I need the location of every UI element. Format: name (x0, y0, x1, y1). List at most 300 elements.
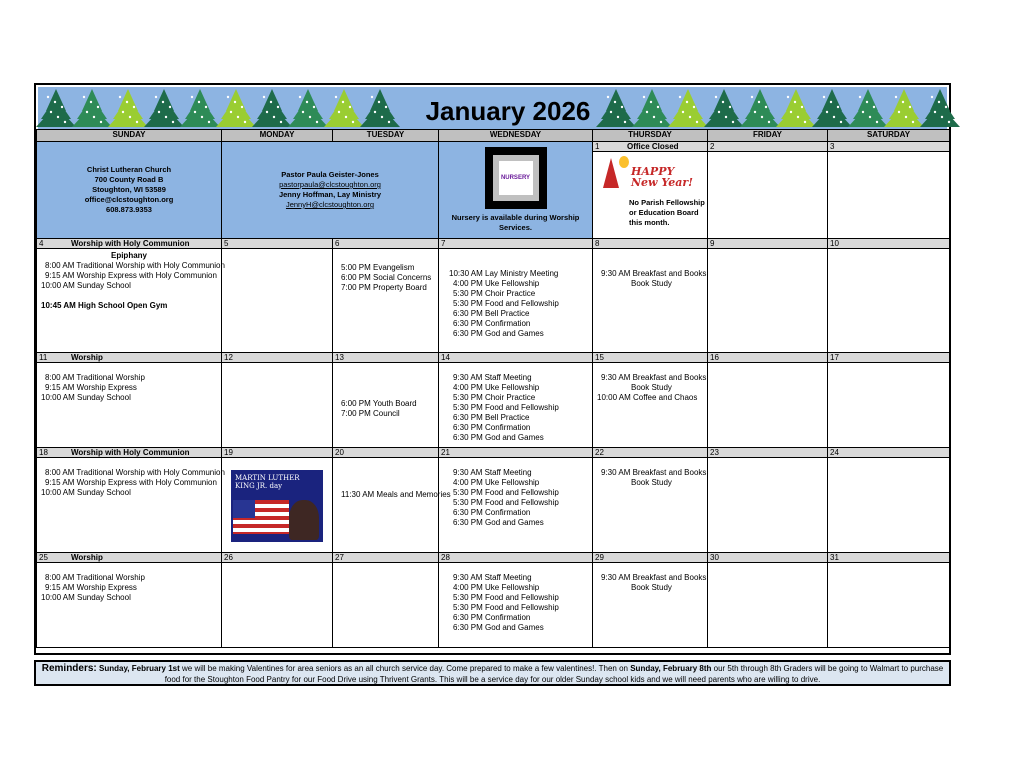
event-item: 6:30 PM Bell Practice (453, 413, 530, 422)
day-label: Worship (71, 553, 103, 562)
saturday-events (828, 363, 950, 448)
event-item: 5:30 PM Choir Practice (453, 289, 536, 298)
reminder-date-1: Sunday, February 1st (99, 664, 180, 673)
party-hat-icon (603, 158, 619, 188)
snow-dot (122, 111, 124, 113)
events-row (37, 458, 950, 553)
friday-events (708, 249, 828, 353)
day-number: 3 (830, 142, 835, 151)
day-number: 15 (595, 353, 604, 362)
snow-dot (50, 111, 52, 113)
snow-dot (208, 121, 210, 123)
snow-dot (100, 121, 102, 123)
event-item: 5:30 PM Food and Fellowship (453, 403, 559, 412)
snow-dot (909, 106, 911, 108)
tree-shape (288, 105, 328, 127)
event-item: 5:30 PM Food and Fellowship (453, 488, 559, 497)
snow-dot (316, 121, 318, 123)
snow-dot (57, 116, 59, 118)
event-item: 5:30 PM Food and Fellowship (453, 593, 559, 602)
day-cell-3 (828, 142, 950, 239)
snow-dot (718, 111, 720, 113)
event-item: 4:00 PM Uke Fellowship (453, 583, 540, 592)
event-item: 4:00 PM Uke Fellowship (453, 279, 540, 288)
weekday-header-row (37, 130, 950, 142)
snow-dot (768, 121, 770, 123)
day-number: 21 (441, 448, 450, 457)
event-item: 5:30 PM Food and Fellowship (453, 603, 559, 612)
snow-dot (234, 101, 236, 103)
day-number: 8 (595, 239, 600, 248)
date-header-17 (828, 353, 950, 363)
snow-dot (653, 116, 655, 118)
event-item: 5:30 PM Choir Practice (453, 393, 536, 402)
snow-dot (715, 96, 717, 98)
day-1-note: No Parish Fellowship or Education Board this month. (629, 198, 705, 227)
tree-shape (108, 105, 148, 127)
pine-trees-right-icon (598, 87, 948, 129)
date-header-8 (593, 239, 708, 249)
reminder-date-2: Sunday, February 8th (630, 664, 712, 673)
day-number: 30 (710, 553, 719, 562)
snow-dot (693, 106, 695, 108)
day-number: 31 (830, 553, 839, 562)
snow-dot (263, 96, 265, 98)
snow-dot (198, 101, 200, 103)
event-item: 5:30 PM Food and Fellowship (453, 299, 559, 308)
snow-dot (617, 116, 619, 118)
balloon-icon (619, 156, 629, 168)
event-item: 9:30 AM Staff Meeting (453, 573, 532, 582)
events-row (37, 563, 950, 648)
day-number: 6 (335, 239, 340, 248)
tree-shape (740, 105, 780, 127)
day-number: 7 (441, 239, 446, 248)
tree-shape (632, 105, 672, 127)
wednesday-events (439, 363, 593, 448)
snow-dot (912, 121, 914, 123)
church-email[interactable]: office@clcstoughton.org (84, 195, 174, 204)
tuesday-events (333, 249, 439, 353)
tree-shape (360, 105, 400, 127)
lay-ministry: Jenny Hoffman, Lay Ministry (278, 190, 382, 199)
date-header-26 (222, 553, 333, 563)
date-row (37, 553, 950, 563)
tree-shape (324, 105, 364, 127)
portrait-icon (289, 500, 319, 540)
flag-icon (233, 500, 289, 534)
event-item: Book Study (631, 478, 672, 487)
tree-shape (180, 105, 220, 127)
snow-dot (313, 106, 315, 108)
snow-dot (201, 116, 203, 118)
nursery-note: Nursery is available during Worship Services. (451, 213, 580, 232)
event-item: 6:30 PM Confirmation (453, 423, 531, 432)
snow-dot (129, 116, 131, 118)
event-item: 9:15 AM Worship Express with Holy Communion (45, 271, 217, 280)
sunday-events (37, 249, 225, 353)
snow-dot (227, 96, 229, 98)
snow-dot (801, 106, 803, 108)
nursery-info (439, 142, 593, 239)
event-item: 10:30 AM Lay Ministry Meeting (449, 269, 559, 278)
pastor-email[interactable]: pastorpaula@clcstoughton.org (279, 180, 381, 189)
day-number: 28 (441, 553, 450, 562)
day-number: 19 (224, 448, 233, 457)
snow-dot (97, 106, 99, 108)
event-item: 8:00 AM Traditional Worship (45, 373, 145, 382)
church-name: Christ Lutheran Church (86, 165, 172, 174)
day-number: 13 (335, 353, 344, 362)
snow-dot (54, 101, 56, 103)
reminders-label: Reminders: (41, 663, 97, 674)
snow-dot (299, 96, 301, 98)
event-item: 10:45 AM High School Open Gym (41, 301, 168, 310)
snow-dot (754, 111, 756, 113)
event-item: 5:00 PM Evangelism (341, 263, 415, 272)
event-item: 6:30 PM God and Games (453, 433, 544, 442)
date-header-7 (439, 239, 593, 249)
snow-dot (158, 111, 160, 113)
snow-dot (244, 121, 246, 123)
snow-dot (230, 111, 232, 113)
snow-dot (133, 106, 135, 108)
snow-dot (614, 101, 616, 103)
event-item: 9:30 AM Breakfast and Books (601, 269, 707, 278)
church-phone: 608.873.9353 (106, 205, 152, 214)
snow-dot (948, 121, 950, 123)
snow-dot (902, 101, 904, 103)
snow-dot (374, 111, 376, 113)
snow-dot (657, 106, 659, 108)
snow-dot (866, 101, 868, 103)
date-header-27 (333, 553, 439, 563)
date-header-25 (37, 553, 222, 563)
date-header-5 (222, 239, 333, 249)
weekday-thursday: THURSDAY (593, 130, 708, 142)
snow-dot (126, 101, 128, 103)
saturday-events (828, 563, 950, 648)
day-number: 11 (39, 353, 48, 362)
day-number: 16 (710, 353, 719, 362)
snow-dot (90, 101, 92, 103)
event-item: 10:00 AM Sunday School (41, 488, 131, 497)
snow-dot (241, 106, 243, 108)
event-item: 10:00 AM Coffee and Chaos (597, 393, 698, 402)
day-label: Worship with Holy Communion (71, 239, 190, 248)
day-number: 26 (224, 553, 233, 562)
snow-dot (266, 111, 268, 113)
event-item: 6:30 PM God and Games (453, 623, 544, 632)
snow-dot (172, 121, 174, 123)
event-item: 9:30 AM Staff Meeting (453, 373, 532, 382)
snow-dot (696, 121, 698, 123)
snow-dot (895, 96, 897, 98)
date-header-24 (828, 448, 950, 458)
snow-dot (934, 111, 936, 113)
snow-dot (790, 111, 792, 113)
snow-dot (643, 96, 645, 98)
snow-dot (280, 121, 282, 123)
event-item: 10:00 AM Sunday School (41, 281, 131, 290)
snow-dot (349, 106, 351, 108)
event-item: 6:00 PM Social Concerns (341, 273, 432, 282)
tree-shape (704, 105, 744, 127)
snow-dot (205, 106, 207, 108)
info-row (37, 142, 950, 239)
event-item: 9:15 AM Worship Express (45, 383, 137, 392)
pine-trees-left-icon (38, 87, 398, 129)
event-item: 6:30 PM God and Games (453, 329, 544, 338)
snow-dot (610, 111, 612, 113)
calendar (34, 83, 951, 655)
snow-dot (621, 106, 623, 108)
date-header-15 (593, 353, 708, 363)
snow-dot (660, 121, 662, 123)
day-number: 14 (441, 353, 450, 362)
sunday-events (37, 458, 225, 553)
monday-events (222, 363, 333, 448)
snow-dot (765, 106, 767, 108)
reminders-box (34, 660, 951, 686)
snow-dot (722, 101, 724, 103)
date-header-4 (37, 239, 222, 249)
snow-dot (646, 111, 648, 113)
snow-dot (751, 96, 753, 98)
nursery-sign-icon: NURSERY (499, 161, 533, 195)
snow-dot (191, 96, 193, 98)
tree-shape (36, 105, 76, 127)
snow-dot (93, 116, 95, 118)
calendar-grid (36, 129, 950, 648)
snow-dot (689, 116, 691, 118)
snow-dot (941, 116, 943, 118)
event-item: 8:00 AM Traditional Worship with Holy Communion (45, 261, 225, 270)
snow-dot (381, 116, 383, 118)
snow-dot (761, 116, 763, 118)
event-item: 9:30 AM Breakfast and Books (601, 373, 707, 382)
snow-dot (83, 96, 85, 98)
sunday-events (37, 363, 222, 448)
day-number: 10 (830, 239, 839, 248)
day-number: 12 (224, 353, 233, 362)
day-number: 17 (830, 353, 839, 362)
snow-dot (306, 101, 308, 103)
event-item: 9:15 AM Worship Express with Holy Communion (45, 478, 217, 487)
event-item: 4:00 PM Uke Fellowship (453, 478, 540, 487)
date-header-16 (708, 353, 828, 363)
snow-dot (136, 121, 138, 123)
date-header-18 (37, 448, 222, 458)
date-header-19 (222, 448, 333, 458)
snow-dot (624, 121, 626, 123)
event-item: 9:15 AM Worship Express (45, 583, 137, 592)
snow-dot (873, 106, 875, 108)
snow-dot (905, 116, 907, 118)
date-header-14 (439, 353, 593, 363)
snow-dot (725, 116, 727, 118)
snow-dot (155, 96, 157, 98)
snow-dot (787, 96, 789, 98)
event-item: 7:00 PM Council (341, 409, 400, 418)
event-item: 8:00 AM Traditional Worship (45, 573, 145, 582)
snow-dot (862, 111, 864, 113)
snow-dot (732, 121, 734, 123)
event-item: 9:30 AM Breakfast and Books (601, 468, 707, 477)
tree-shape (848, 105, 888, 127)
snow-dot (194, 111, 196, 113)
snow-dot (931, 96, 933, 98)
thursday-events (593, 249, 708, 353)
snow-dot (169, 106, 171, 108)
day-number: 4 (39, 239, 44, 248)
new-year-image (593, 152, 707, 198)
thursday-events (593, 563, 708, 648)
snow-dot (371, 96, 373, 98)
day-number: 27 (335, 553, 344, 562)
pastor-name: Pastor Paula Geister-Jones (281, 170, 379, 179)
date-header-10 (828, 239, 950, 249)
day-number: 5 (224, 239, 229, 248)
tree-shape (252, 105, 292, 127)
date-header-23 (708, 448, 828, 458)
snow-dot (859, 96, 861, 98)
day-number: 25 (39, 553, 48, 562)
snow-dot (823, 96, 825, 98)
day-number: 24 (830, 448, 839, 457)
church-address: 700 County Road B (94, 175, 164, 184)
saturday-events (828, 458, 950, 553)
weekday-wednesday: WEDNESDAY (439, 130, 593, 142)
day-cell-2 (708, 142, 828, 239)
weekday-saturday: SATURDAY (828, 130, 950, 142)
snow-dot (686, 101, 688, 103)
day-number: 29 (595, 553, 604, 562)
event-item: 6:30 PM God and Games (453, 518, 544, 527)
event-item: 8:00 AM Traditional Worship with Holy Communion (45, 468, 225, 477)
snow-dot (385, 106, 387, 108)
date-header-28 (439, 553, 593, 563)
weekday-tuesday: TUESDAY (333, 130, 439, 142)
snow-dot (840, 121, 842, 123)
friday-events (708, 563, 828, 648)
snow-dot (162, 101, 164, 103)
monday-events (222, 249, 333, 353)
date-row (37, 239, 950, 249)
snow-dot (378, 101, 380, 103)
date-header-21 (439, 448, 593, 458)
event-item: 4:00 PM Uke Fellowship (453, 383, 540, 392)
snow-dot (86, 111, 88, 113)
saturday-events (828, 249, 950, 353)
event-item: 10:00 AM Sunday School (41, 593, 131, 602)
date-row (37, 448, 950, 458)
event-item: 11:30 AM Meals and Memories (341, 490, 451, 499)
snow-dot (758, 101, 760, 103)
snow-dot (804, 121, 806, 123)
snow-dot (650, 101, 652, 103)
reminder-text-2: our 5th through 8th Graders will be going to Walmart to purchase food for the Stoughton Food Pantry for our Food Drive using Thrivent Grants. This will be a service day for our older Sunday school kids and we will need parents who are willing to drive. (164, 664, 944, 684)
day-cell-1 (593, 142, 708, 239)
wednesday-events (439, 563, 593, 648)
weekday-sunday: SUNDAY (37, 130, 222, 142)
tree-shape (596, 105, 636, 127)
day-label: Worship with Holy Communion (71, 448, 190, 457)
snow-dot (826, 111, 828, 113)
date-header-6 (333, 239, 439, 249)
snow-dot (237, 116, 239, 118)
event-item: Book Study (631, 583, 672, 592)
event-item: 6:30 PM Bell Practice (453, 309, 530, 318)
snow-dot (679, 96, 681, 98)
calendar-banner (38, 87, 947, 129)
event-item: 6:30 PM Confirmation (453, 508, 531, 517)
event-item: 9:30 AM Staff Meeting (453, 468, 532, 477)
snow-dot (833, 116, 835, 118)
event-item: 7:00 PM Property Board (341, 283, 427, 292)
snow-dot (869, 116, 871, 118)
monday-events (222, 563, 333, 648)
event-item: 9:30 AM Breakfast and Books (601, 573, 707, 582)
day-label: Worship (71, 353, 103, 362)
tree-shape (812, 105, 852, 127)
date-header-9 (708, 239, 828, 249)
snow-dot (352, 121, 354, 123)
snow-dot (876, 121, 878, 123)
date-header-12 (222, 353, 333, 363)
weekday-monday: MONDAY (222, 130, 333, 142)
weekday-friday: FRIDAY (708, 130, 828, 142)
tuesday-events (333, 363, 439, 448)
snow-dot (309, 116, 311, 118)
tuesday-events (333, 563, 439, 648)
event-item: 5:30 PM Food and Fellowship (453, 498, 559, 507)
date-header-31 (828, 553, 950, 563)
event-item: 6:00 PM Youth Board (341, 399, 417, 408)
events-row (37, 363, 950, 448)
date-header-30 (708, 553, 828, 563)
snow-dot (607, 96, 609, 98)
friday-events (708, 363, 828, 448)
date-header-13 (333, 353, 439, 363)
friday-events (708, 458, 828, 553)
snow-dot (682, 111, 684, 113)
day-number: 1 (595, 142, 600, 151)
thursday-events (593, 458, 708, 553)
event-item: 6:30 PM Confirmation (453, 613, 531, 622)
date-header-22 (593, 448, 708, 458)
event-item: Book Study (631, 383, 672, 392)
snow-dot (729, 106, 731, 108)
lay-ministry-email[interactable]: JennyH@clcstoughton.org (285, 200, 375, 209)
date-header-20 (333, 448, 439, 458)
tree-shape (144, 105, 184, 127)
thursday-events (593, 363, 708, 448)
snow-dot (938, 101, 940, 103)
snow-dot (794, 101, 796, 103)
reminder-text-1: we will be making Valentines for area seniors as an all church service day. Come prepared to make a few valentines!. Then on (179, 664, 631, 673)
mlk-day-image (231, 470, 323, 542)
day-number: 23 (710, 448, 719, 457)
tuesday-events (333, 458, 451, 553)
day-number: 22 (595, 448, 604, 457)
events-row (37, 249, 950, 353)
snow-dot (61, 106, 63, 108)
snow-dot (119, 96, 121, 98)
day-number: 9 (710, 239, 715, 248)
tree-shape (776, 105, 816, 127)
snow-dot (345, 116, 347, 118)
